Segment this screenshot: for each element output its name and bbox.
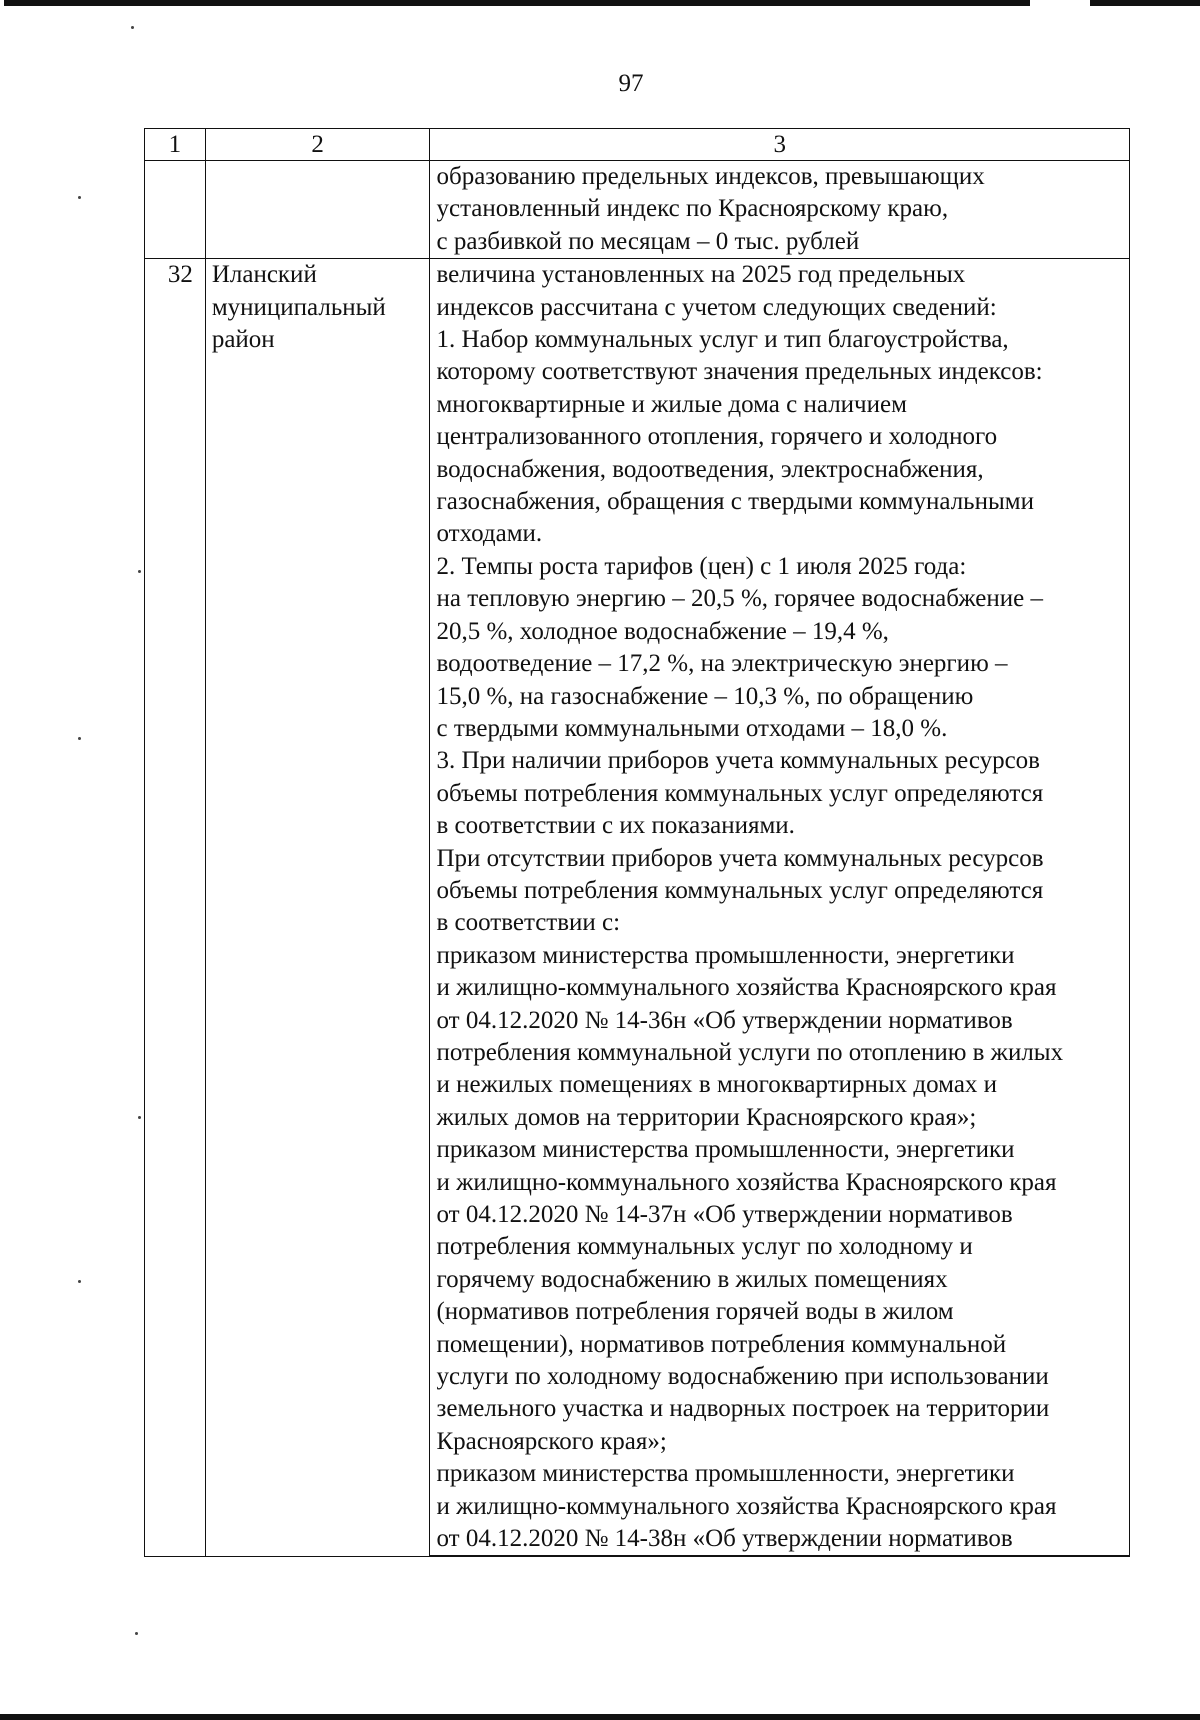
text-line: в соответствии с: <box>436 909 621 937</box>
text-line: услуги по холодному водоснабжению при использовании <box>436 1363 1049 1391</box>
scan-top-border-gap <box>1030 0 1090 6</box>
text-line: с разбивкой по месяцам – 0 тыс. рублей <box>436 227 860 255</box>
text-line: приказом министерства промышленности, энергетики <box>436 1136 1015 1164</box>
text-line: установленный индекс по Красноярскому краю, <box>436 195 949 223</box>
text-line: При отсутствии приборов учета коммунальных ресурсов <box>436 844 1044 872</box>
header-col-2: 2 <box>205 129 430 161</box>
row-content <box>430 259 1130 1557</box>
row-name <box>205 259 430 1557</box>
scan-top-border <box>4 0 1200 6</box>
text-line: 20,5 %, холодное водоснабжение – 19,4 %, <box>436 617 889 645</box>
scan-speck <box>78 1280 81 1283</box>
text-line: объемы потребления коммунальных услуг определяются <box>436 779 1044 807</box>
text-line: объемы потребления коммунальных услуг определяются <box>436 876 1044 904</box>
text-line: в соответствии с их показаниями. <box>436 812 795 840</box>
table-header-row <box>145 129 1130 161</box>
row-number: 32 <box>145 259 206 1557</box>
text-line: от 04.12.2020 № 14-38н «Об утверждении нормативов <box>436 1525 1013 1553</box>
table-row-32 <box>145 259 1130 1557</box>
data-table <box>144 128 1130 1557</box>
text-line: 1. Набор коммунальных услуг и тип благоустройства, <box>436 326 1009 354</box>
text-line: централизованного отопления, горячего и холодного <box>436 423 998 451</box>
scan-bottom-border <box>0 1714 1200 1720</box>
text-line: газоснабжения, обращения с твердыми коммунальными <box>436 488 1034 516</box>
header-col-1: 1 <box>145 129 206 161</box>
text-line: от 04.12.2020 № 14-37н «Об утверждении нормативов <box>436 1201 1013 1228</box>
table-row-continuation <box>145 161 1130 259</box>
municipality-name-line: район <box>211 326 275 354</box>
text-line: Красноярского края»; <box>436 1427 667 1455</box>
scan-speck <box>131 26 134 29</box>
text-line: потребления коммунальных услуг по холодному и <box>436 1233 973 1261</box>
municipality-name-line: муниципальный <box>211 293 386 321</box>
continuation-col-1 <box>145 161 206 259</box>
text-line: 2. Темпы роста тарифов (цен) с 1 июля 2025 года: <box>436 552 967 580</box>
text-line: приказом министерства промышленности, энергетики <box>436 1460 1015 1488</box>
text-line: и жилищно-коммунального хозяйства Красноярского края <box>436 974 1057 1002</box>
header-col-3: 3 <box>430 129 1130 161</box>
scan-speck <box>78 196 81 199</box>
scan-speck <box>138 1116 141 1119</box>
text-line: горячему водоснабжению в жилых помещениях <box>436 1265 948 1293</box>
text-line: с твердыми коммунальными отходами – 18,0 %. <box>436 714 948 742</box>
text-line: которому соответствуют значения предельных индексов: <box>436 358 1043 386</box>
text-line: от 04.12.2020 № 14-36н «Об утверждении нормативов <box>436 1006 1013 1034</box>
continuation-col-2 <box>205 161 430 259</box>
text-line: на тепловую энергию – 20,5 %, горячее водоснабжение – <box>436 585 1043 613</box>
text-line: 15,0 %, на газоснабжение – 10,3 %, по обращению <box>436 682 974 710</box>
municipality-name-line: Иланский <box>211 261 317 289</box>
text-line: образованию предельных индексов, превышающих <box>436 163 985 190</box>
text-line: индексов рассчитана с учетом следующих сведений: <box>436 293 997 321</box>
text-line: водоотведение – 17,2 %, на электрическую энергию – <box>436 650 1008 678</box>
text-line: 3. При наличии приборов учета коммунальных ресурсов <box>436 747 1040 775</box>
scan-speck <box>135 1632 138 1635</box>
continuation-col-3 <box>430 161 1130 259</box>
text-line: многоквартирные и жилые дома с наличием <box>436 390 907 418</box>
text-line: потребления коммунальной услуги по отоплению в жилых <box>436 1038 1064 1066</box>
text-line: жилых домов на территории Красноярского края»; <box>436 1103 977 1131</box>
page-number: 97 <box>618 70 644 97</box>
text-line: и жилищно-коммунального хозяйства Красноярского края <box>436 1492 1057 1520</box>
text-line: помещении), нормативов потребления коммунальной <box>436 1330 1007 1358</box>
text-line: величина установленных на 2025 год предельных <box>436 261 966 289</box>
text-line: и жилищно-коммунального хозяйства Красноярского края <box>436 1168 1057 1196</box>
text-line: водоснабжения, водоотведения, электроснабжения, <box>436 455 984 483</box>
scan-speck <box>138 570 141 573</box>
text-line: (нормативов потребления горячей воды в жилом <box>436 1298 954 1326</box>
text-line: и нежилых помещениях в многоквартирных домах и <box>436 1071 998 1099</box>
text-line: приказом министерства промышленности, энергетики <box>436 941 1015 969</box>
scan-speck <box>78 737 81 740</box>
text-line: отходами. <box>436 520 543 548</box>
text-line: земельного участка и надворных построек на территории <box>436 1395 1050 1423</box>
